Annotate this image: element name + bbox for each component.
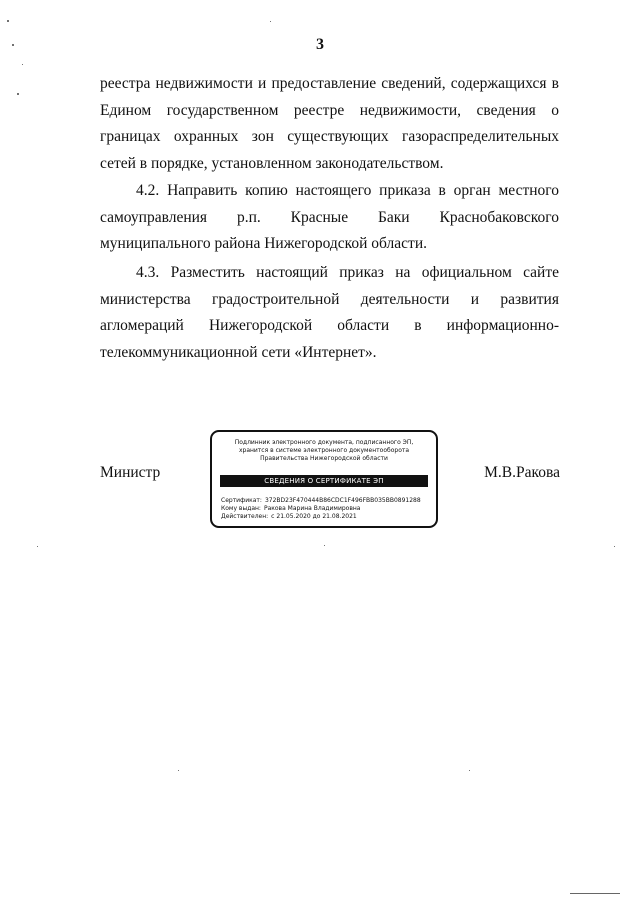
valid-value: с 21.05.2020 до 21.08.2021: [271, 513, 357, 520]
valid-row: [221, 513, 421, 521]
stamp-header-line: Подлинник электронного документа, подписанного ЭП,: [234, 439, 414, 446]
signer-position: Министр: [100, 464, 161, 481]
signer-name: М.В.Ракова: [484, 464, 560, 481]
scan-speck: [17, 93, 19, 95]
stamp-details: [221, 497, 421, 521]
stamp-header: [212, 439, 436, 463]
paragraph-4-2: 4.2. Направить копию настоящего приказа в орган местного самоуправления р.п. Красные Баки Краснобаковского муниципального района Нижегородской области.: [100, 182, 559, 252]
scan-speck: [178, 770, 179, 771]
paragraph-continuation: реестра недвижимости и предоставление сведений, содержащихся в Едином государственном реестре недвижимости, сведения о границах охранных зон существующих газораспределительных сетей в порядке, установленном законодательством.: [100, 75, 559, 172]
scan-edge-line: [570, 893, 620, 894]
scan-speck: [469, 770, 470, 771]
certificate-row: [221, 497, 421, 505]
certificate-value: 372BD23F470444B86CDC1F496FBB035BB0891288: [264, 497, 421, 504]
stamp-header-line: Правительства Нижегородской области: [260, 455, 388, 462]
scan-speck: [270, 21, 271, 22]
paragraph-4-3: 4.3. Разместить настоящий приказ на официальном сайте министерства градостроительной деятельности и развития агломераций Нижегородской области в информационно-телекоммуникационной сети «Интернет».: [100, 264, 559, 361]
scan-speck: [324, 545, 325, 546]
stamp-header-line: хранится в системе электронного документооборота: [238, 447, 410, 454]
scan-speck: [12, 44, 14, 46]
scan-speck: [614, 546, 615, 547]
page-number: 3: [316, 36, 324, 53]
scan-speck: [7, 20, 9, 22]
electronic-signature-stamp: [210, 430, 438, 528]
valid-label: Действителен:: [221, 513, 269, 520]
certificate-label: Сертификат:: [221, 497, 262, 504]
issued-to-value: Ракова Марина Владимировна: [263, 505, 361, 512]
issued-to-label: Кому выдан:: [221, 505, 261, 512]
issued-to-row: [221, 505, 421, 513]
scan-speck: [37, 546, 38, 547]
stamp-title-bar: СВЕДЕНИЯ О СЕРТИФИКАТЕ ЭП: [220, 475, 428, 487]
scan-speck: [22, 64, 23, 65]
